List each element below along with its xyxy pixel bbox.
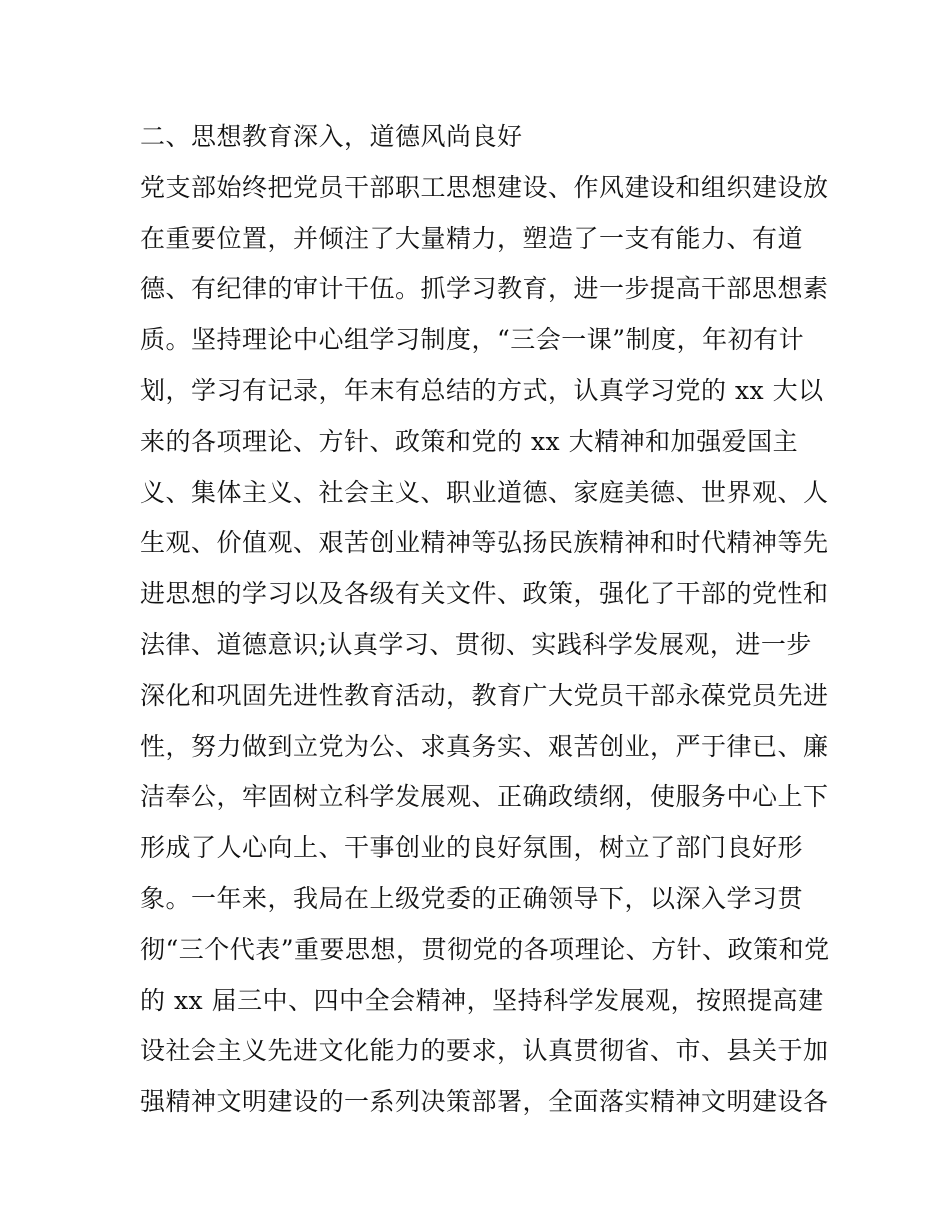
paragraph-line: 法律、道德意识;认真学习、贯彻、实践科学发展观，进一步 <box>140 629 812 659</box>
paragraph-line: 象。一年来，我局在上级党委的正确领导下，以深入学习贯 <box>140 883 804 913</box>
paragraph-line: 划，学习有记录，年末有总结的方式，认真学习党的 xx 大以 <box>140 375 824 405</box>
paragraph-line: 彻“三个代表”重要思想，贯彻党的各项理论、方针、政策和党 <box>140 934 830 964</box>
paragraph-line: 德、有纪律的审计干伍。抓学习教育，进一步提高干部思想素 <box>140 274 829 304</box>
paragraph-line: 在重要位置，并倾注了大量精力，塑造了一支有能力、有道 <box>140 223 804 253</box>
paragraph-line: 洁奉公，牢固树立科学发展观、正确政绩纲，使服务中心上下 <box>140 782 829 812</box>
paragraph-line: 义、集体主义、社会主义、职业道德、家庭美德、世界观、人 <box>140 477 829 507</box>
paragraph-line: 来的各项理论、方针、政策和党的 xx 大精神和加强爱国主 <box>140 426 799 456</box>
paragraph-line: 生观、价值观、艰苦创业精神等弘扬民族精神和时代精神等先 <box>140 528 829 558</box>
paragraph-line: 设社会主义先进文化能力的要求，认真贯彻省、市、县关于加 <box>140 1036 829 1066</box>
paragraph-line: 质。坚持理论中心组学习制度，“三会一课”制度，年初有计 <box>140 325 805 355</box>
paragraph-line: 党支部始终把党员干部职工思想建设、作风建设和组织建设放 <box>140 172 829 202</box>
paragraph-line: 进思想的学习以及各级有关文件、政策，强化了干部的党性和 <box>140 579 829 609</box>
paragraph-line: 深化和巩固先进性教育活动，教育广大党员干部永葆党员先进 <box>140 680 829 710</box>
paragraph-line: 形成了人心向上、干事创业的良好氛围，树立了部门良好形 <box>140 833 804 863</box>
section-heading: 二、思想教育深入，道德风尚良好 <box>140 122 523 151</box>
document-text <box>140 112 830 1128</box>
paragraph-line: 性，努力做到立党为公、求真务实、艰苦创业，严于律已、廉 <box>140 731 829 761</box>
paragraph-line: 的 xx 届三中、四中全会精神，坚持科学发展观，按照提高建 <box>140 985 824 1015</box>
paragraph-line: 强精神文明建设的一系列决策部署，全面落实精神文明建设各 <box>140 1087 829 1117</box>
